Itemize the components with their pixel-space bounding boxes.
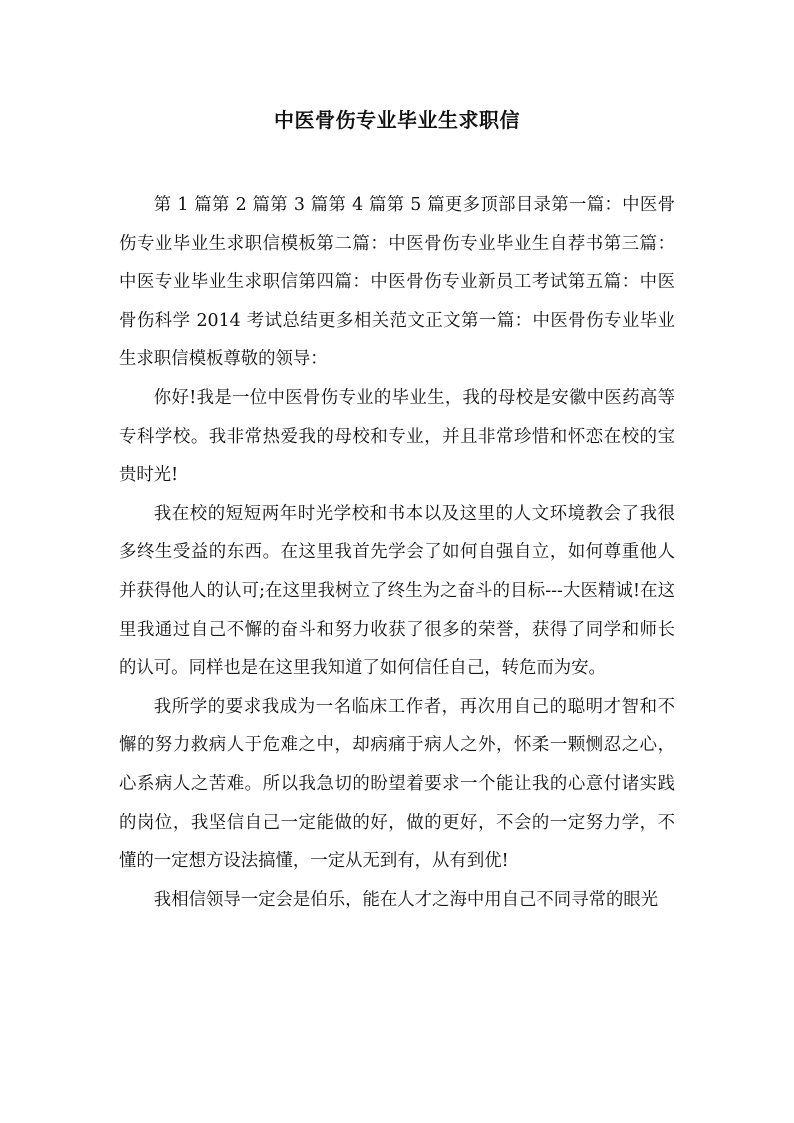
document-body (119, 186, 675, 919)
document-title: 中医骨伤专业毕业生求职信 (274, 108, 520, 132)
paragraph-school-experience: 我在校的短短两年时光学校和书本以及这里的人文环境教会了我很多终生受益的东西。在这里我首先学会了如何自强自立，如何尊重他人并获得他人的认可;在这里我树立了终生为之奋斗的目标---大医精诚!在这里我通过自己不懈的奋斗和努力收获了很多的荣誉，获得了同学和师长的认可。同样也是在这里我知道了如何信任自己，转危而为安。 (119, 503, 675, 679)
paragraph-greeting: 你好!我是一位中医骨伤专业的毕业生，我的母校是安徽中医药高等专科学校。我非常热爱我的母校和专业，并且非常珍惜和怀恋在校的宝贵时光! (119, 387, 675, 486)
paragraph-table-of-contents: 第 1 篇第 2 篇第 3 篇第 4 篇第 5 篇更多顶部目录第一篇：中医骨伤专业毕业生求职信模板第二篇：中医骨伤专业毕业生自荐书第三篇：中医专业毕业生求职信第四篇：中医骨伤专业新员工考试第五篇：中医骨伤科学 2014 考试总结更多相关范文正文第一篇：中医骨伤专业毕业生求职信模板尊敬的领导： (119, 195, 675, 370)
paragraph-career-goal: 我所学的要求我成为一名临床工作者，再次用自己的聪明才智和不懈的努力救病人于危难之中，却病痛于病人之外，怀柔一颗恻忍之心，心系病人之苦难。所以我急切的盼望着要求一个能让我的心意付诸实践的岗位，我坚信自己一定能做的好，做的更好，不会的一定努力学，不懂的一定想方设法搞懂，一定从无到有，从有到优! (119, 696, 675, 872)
paragraph-closing: 我相信领导一定会是伯乐，能在人才之海中用自己不同寻常的眼光 (153, 889, 659, 910)
